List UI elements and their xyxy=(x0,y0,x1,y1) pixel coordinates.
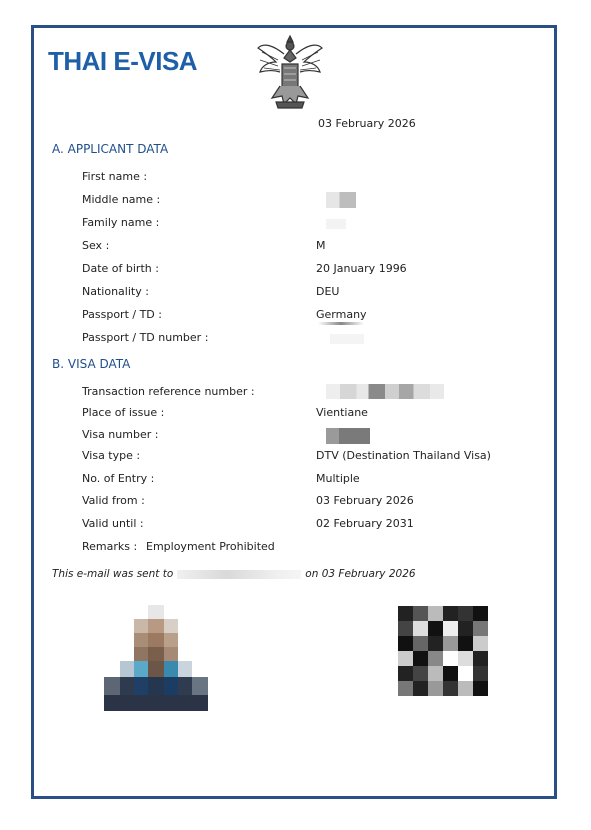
number-of-entry-value: Multiple xyxy=(316,472,360,485)
number-of-entry-label: No. of Entry : xyxy=(82,472,155,485)
redacted-passport-underline xyxy=(318,322,364,325)
remarks-value: Employment Prohibited xyxy=(146,540,275,553)
date-of-birth-label: Date of birth : xyxy=(82,262,159,275)
applicant-photo xyxy=(104,593,208,711)
redacted-middle-name xyxy=(326,192,356,208)
place-of-issue-label: Place of issue : xyxy=(82,406,165,419)
email-sent-suffix: on 03 February 2026 xyxy=(305,568,416,580)
date-of-birth-value: 20 January 1996 xyxy=(316,262,407,275)
redacted-passport-number xyxy=(330,334,364,344)
valid-until-label: Valid until : xyxy=(82,517,144,530)
visa-type-label: Visa type : xyxy=(82,449,141,462)
valid-until-value: 02 February 2031 xyxy=(316,517,414,530)
visa-type-value: DTV (Destination Thailand Visa) xyxy=(316,449,491,462)
garuda-emblem-icon xyxy=(254,32,326,112)
sex-value: M xyxy=(316,239,326,252)
passport-value: Germany xyxy=(316,308,367,321)
email-sent-note xyxy=(52,568,532,580)
redacted-transaction-reference xyxy=(326,384,444,399)
visa-data-heading: B. VISA DATA xyxy=(52,357,131,371)
email-sent-prefix: This e-mail was sent to xyxy=(52,568,174,580)
passport-label: Passport / TD : xyxy=(82,308,162,321)
redacted-visa-number xyxy=(326,428,370,444)
valid-from-value: 03 February 2026 xyxy=(316,494,414,507)
nationality-value: DEU xyxy=(316,285,340,298)
valid-from-label: Valid from : xyxy=(82,494,145,507)
qr-code-icon xyxy=(398,606,488,696)
sex-label: Sex : xyxy=(82,239,110,252)
family-name-label: Family name : xyxy=(82,216,160,229)
nationality-label: Nationality : xyxy=(82,285,149,298)
first-name-label: First name : xyxy=(82,170,148,183)
passport-number-label: Passport / TD number : xyxy=(82,331,209,344)
remarks-label: Remarks : xyxy=(82,540,138,553)
issue-date: 03 February 2026 xyxy=(318,117,416,130)
thai-evisa-logo: THAI E-VISA xyxy=(48,46,198,76)
middle-name-label: Middle name : xyxy=(82,193,161,206)
transaction-reference-label: Transaction reference number : xyxy=(82,385,255,398)
redacted-email-address xyxy=(177,570,301,579)
applicant-data-heading: A. APPLICANT DATA xyxy=(52,142,169,156)
visa-number-label: Visa number : xyxy=(82,428,159,441)
redacted-family-name xyxy=(326,219,346,229)
place-of-issue-value: Vientiane xyxy=(316,406,368,419)
